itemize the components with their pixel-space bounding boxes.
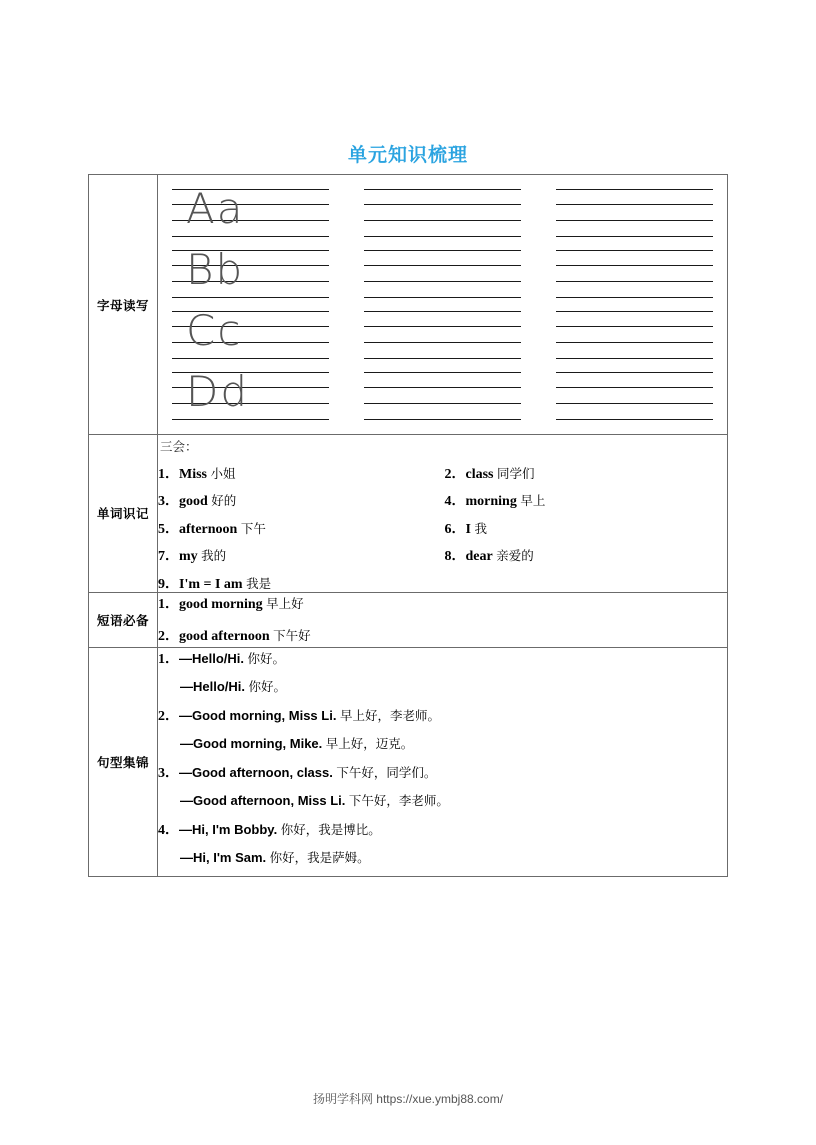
row-label-words: 单词识记 — [89, 435, 158, 593]
word-cn: 亲爱的 — [496, 549, 534, 564]
sentence-cn: 早上好，李老师。 — [339, 708, 440, 723]
four-line-row — [172, 306, 329, 359]
knowledge-table — [88, 174, 728, 877]
sentence-group — [158, 705, 727, 753]
four-line-row — [556, 250, 713, 298]
sentence-number: 3． — [158, 765, 179, 781]
word-number: 1． — [158, 467, 179, 482]
four-line-row — [172, 245, 329, 298]
row-label-letters: 字母读写 — [89, 175, 158, 435]
four-line-row — [172, 367, 329, 420]
word-en: class — [465, 467, 494, 482]
four-line-row — [556, 311, 713, 359]
word-cn: 我的 — [201, 549, 227, 564]
word-cn: 早上 — [520, 494, 546, 509]
sentence-reply — [158, 791, 727, 810]
words-heading: 三会： — [160, 440, 198, 454]
table-row-sentences — [89, 647, 728, 876]
sentence-reply — [158, 734, 727, 753]
sentence-en: —Hi, I'm Sam. — [180, 849, 267, 865]
sentence-prompt — [158, 819, 727, 839]
word-cn: 下午 — [240, 521, 266, 536]
sentence-group — [158, 819, 727, 867]
table-row-letters — [89, 175, 728, 435]
sentence-en: —Hello/Hi. — [179, 650, 245, 666]
list-item — [445, 467, 728, 482]
sentence-cn: 早上好，迈克。 — [325, 736, 414, 751]
row-label-phrases: 短语必备 — [89, 592, 158, 647]
list-item — [158, 625, 727, 645]
letter-glyph-cc: Cc — [186, 306, 243, 355]
sentence-number: 1． — [158, 651, 179, 667]
sentence-number: 4． — [158, 822, 179, 838]
sentence-cn: 你好，我是萨姆。 — [269, 850, 370, 865]
four-line-row — [364, 189, 521, 237]
word-number: 5． — [158, 521, 179, 537]
sentence-number: 2． — [158, 708, 179, 724]
word-cn: 同学们 — [497, 467, 535, 481]
sentence-en: —Hello/Hi. — [180, 678, 246, 694]
word-number: 4． — [444, 494, 466, 510]
letter-column-blank-2 — [556, 189, 713, 420]
list-item — [158, 467, 441, 482]
phrase-list — [158, 593, 727, 645]
sentence-prompt — [158, 648, 727, 668]
letter-column-blank-1 — [364, 189, 521, 420]
sentence-reply — [158, 848, 727, 867]
table-row-phrases — [89, 592, 728, 647]
list-item — [158, 593, 727, 613]
word-en: good — [179, 494, 208, 510]
row-content-letters — [158, 175, 728, 435]
four-line-row — [364, 311, 521, 359]
four-line-row — [364, 250, 521, 298]
sentence-en: —Hi, I'm Bobby. — [179, 821, 278, 837]
word-number: 8． — [444, 549, 466, 565]
sentence-en: —Good afternoon, Miss Li. — [180, 792, 346, 808]
sentence-cn: 你好，我是博比。 — [280, 822, 381, 837]
letter-practice-area — [158, 175, 727, 434]
word-cn: 我是 — [246, 576, 272, 591]
word-cn: 我 — [474, 521, 487, 536]
row-content-phrases — [158, 592, 728, 647]
phrase-number: 1． — [158, 596, 179, 612]
word-number: 3． — [158, 494, 179, 510]
letter-glyph-bb: Bb — [186, 245, 245, 294]
word-en: I — [465, 521, 471, 537]
word-en: dear — [465, 549, 493, 565]
sentence-cn: 你好。 — [248, 679, 287, 694]
phrase-number: 2． — [158, 628, 179, 644]
page-title: 单元知识梳理 — [347, 145, 468, 166]
list-item — [158, 494, 441, 509]
sentence-cn: 下午好，同学们。 — [336, 765, 437, 780]
four-line-row — [172, 184, 329, 237]
word-list — [158, 467, 727, 592]
sentence-prompt — [158, 762, 727, 782]
word-number: 6． — [444, 521, 466, 537]
footer-watermark: 扬明学科网 https://xue.ymbj88.com/ — [312, 1092, 504, 1106]
four-line-row — [556, 189, 713, 237]
word-number: 9． — [158, 576, 179, 592]
word-en: Miss — [179, 467, 207, 482]
word-en: afternoon — [179, 521, 238, 537]
phrase-cn: 早上好 — [266, 596, 304, 611]
table-row-words — [89, 435, 728, 593]
sentence-prompt — [158, 705, 727, 725]
sentence-reply — [158, 677, 727, 696]
sentence-group — [158, 762, 727, 810]
word-cn: 好的 — [211, 494, 237, 509]
phrase-en: good afternoon — [179, 628, 270, 644]
sentence-en: —Good morning, Mike. — [180, 735, 323, 751]
letter-glyph-dd: Dd — [186, 367, 250, 416]
row-content-words — [158, 435, 728, 593]
sentence-group — [158, 648, 727, 696]
word-number: 2． — [444, 467, 466, 482]
list-item — [445, 549, 728, 564]
sentence-en: —Good afternoon, class. — [179, 764, 333, 780]
sentence-cn: 下午好，李老师。 — [348, 793, 449, 808]
word-cn: 小姐 — [210, 467, 236, 481]
four-line-row — [364, 372, 521, 420]
word-en: morning — [465, 494, 517, 510]
list-item — [158, 522, 441, 537]
letter-column-glyphs — [172, 184, 329, 420]
phrase-cn: 下午好 — [273, 628, 311, 643]
row-label-sentences: 句型集锦 — [89, 647, 158, 876]
sentence-en: —Good morning, Miss Li. — [179, 707, 337, 723]
sentence-cn: 你好。 — [247, 651, 286, 666]
four-line-row — [556, 372, 713, 420]
list-item — [445, 522, 728, 537]
word-number: 7． — [158, 549, 179, 565]
list-item — [445, 494, 728, 509]
phrase-en: good morning — [179, 596, 263, 612]
word-en: my — [179, 549, 198, 565]
letter-glyph-aa: Aa — [186, 184, 245, 233]
row-content-sentences — [158, 647, 728, 876]
word-en: I'm = I am — [179, 576, 243, 592]
list-item — [158, 577, 727, 592]
list-item — [158, 549, 441, 564]
